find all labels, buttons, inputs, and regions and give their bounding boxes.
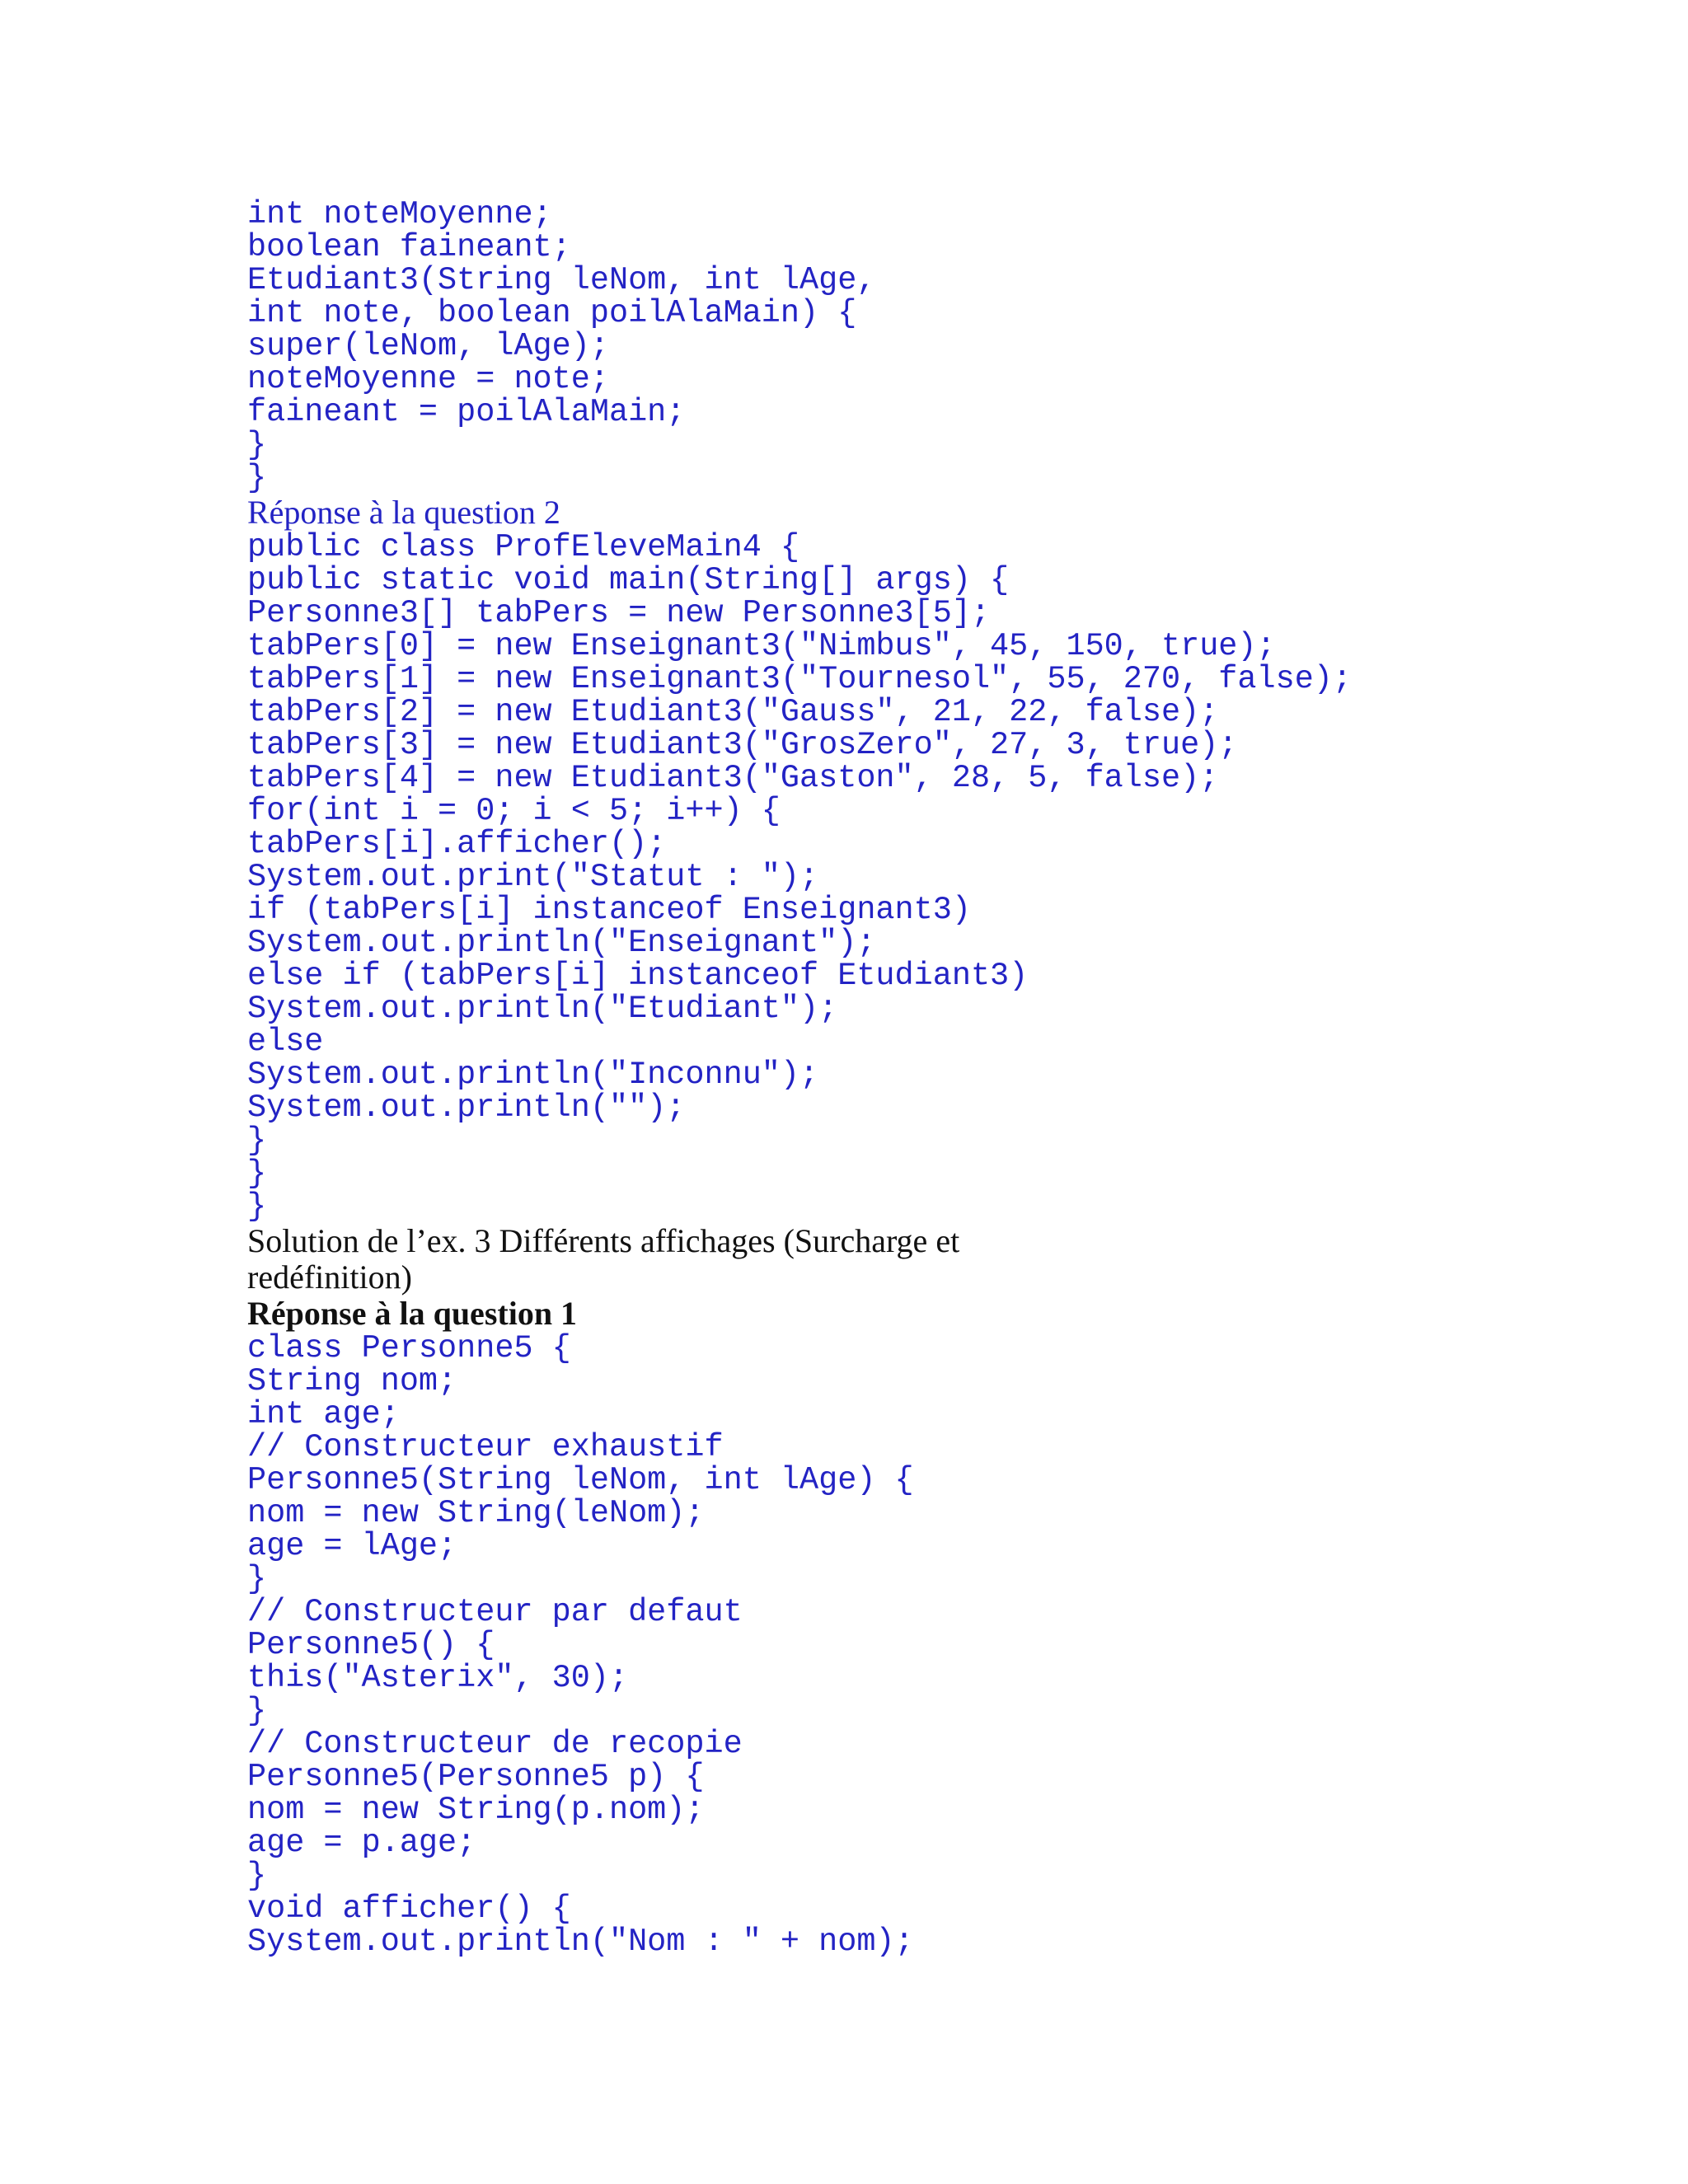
code-line: } (247, 460, 267, 496)
code-line: // Constructeur par defaut (247, 1594, 743, 1630)
code-line: Personne3[] tabPers = new Personne3[5]; (247, 595, 991, 631)
code-line: Personne5() { (247, 1627, 495, 1663)
code-line: this("Asterix", 30); (247, 1660, 629, 1696)
code-line: tabPers[0] = new Enseignant3("Nimbus", 45, 150, true); (247, 628, 1276, 664)
code-line: class Personne5 { (247, 1330, 571, 1366)
code-line: age = p.age; (247, 1825, 476, 1861)
code-line: for(int i = 0; i < 5; i++) { (247, 793, 781, 829)
code-line: tabPers[2] = new Etudiant3("Gauss", 21, 22, false); (247, 694, 1219, 730)
code-line: tabPers[3] = new Etudiant3("GrosZero", 27, 3, true); (247, 727, 1238, 763)
code-line: else if (tabPers[i] instanceof Etudiant3) (247, 958, 1029, 994)
answer-heading: Réponse à la question 2 (247, 494, 560, 531)
code-line: tabPers[1] = new Enseignant3("Tournesol", 55, 270, false); (247, 661, 1353, 697)
code-line: Etudiant3(String leNom, int lAge, (247, 262, 876, 298)
code-line: if (tabPers[i] instanceof Enseignant3) (247, 892, 971, 928)
code-line: Personne5(String leNom, int lAge) { (247, 1462, 914, 1498)
code-line: nom = new String(leNom); (247, 1495, 705, 1531)
code-line: Personne5(Personne5 p) { (247, 1759, 705, 1795)
code-line: int age; (247, 1396, 400, 1432)
code-line: int note, boolean poilAlaMain) { (247, 295, 857, 331)
code-line: tabPers[4] = new Etudiant3("Gaston", 28, 5, false); (247, 760, 1219, 796)
code-line: System.out.println("Enseignant"); (247, 925, 876, 961)
code-line: // Constructeur de recopie (247, 1726, 743, 1762)
code-line: } (247, 1858, 267, 1894)
code-line: System.out.println(""); (247, 1090, 686, 1126)
code-line: String nom; (247, 1363, 457, 1399)
code-line: System.out.println("Etudiant"); (247, 991, 838, 1027)
code-line: boolean faineant; (247, 229, 571, 265)
code-line: int noteMoyenne; (247, 196, 552, 232)
code-line: System.out.println("Nom : " + nom); (247, 1924, 914, 1960)
code-line: System.out.println("Inconnu"); (247, 1057, 819, 1093)
code-line: public static void main(String[] args) { (247, 562, 1010, 598)
code-line: } (247, 1122, 267, 1159)
solution-heading: Solution de l’ex. 3 Différents affichages (Surcharge et (247, 1222, 960, 1259)
code-line: super(leNom, lAge); (247, 328, 609, 364)
code-line: System.out.print("Statut : "); (247, 859, 819, 895)
code-line: } (247, 1155, 267, 1192)
code-line: } (247, 1188, 267, 1225)
code-line: age = lAge; (247, 1528, 457, 1564)
code-line: else (247, 1024, 324, 1060)
code-line: } (247, 427, 267, 463)
question-heading: Réponse à la question 1 (247, 1295, 578, 1332)
solution-heading: redéfinition) (247, 1258, 412, 1296)
code-line: faineant = poilAlaMain; (247, 394, 686, 430)
code-line: void afficher() { (247, 1891, 571, 1927)
code-line: } (247, 1561, 267, 1597)
document-content (247, 198, 1648, 1958)
code-line: noteMoyenne = note; (247, 361, 609, 397)
code-line: nom = new String(p.nom); (247, 1792, 705, 1828)
code-line: // Constructeur exhaustif (247, 1429, 724, 1465)
code-line: public class ProfEleveMain4 { (247, 529, 800, 565)
code-line: tabPers[i].afficher(); (247, 826, 667, 862)
code-line: } (247, 1693, 267, 1729)
